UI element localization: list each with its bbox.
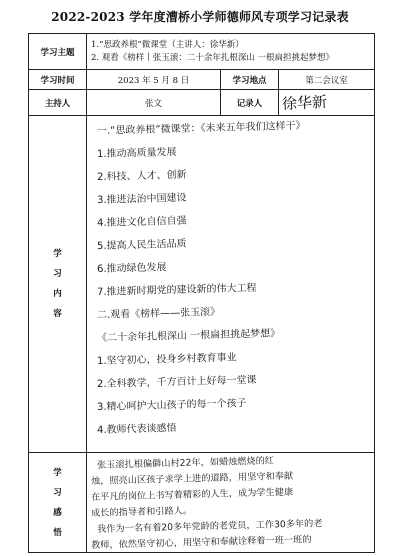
content-row: [29, 116, 375, 453]
content-line: 1.推动高质量发展: [96, 146, 177, 160]
reflection-line: 我作为一名有着20多年党龄的老党员，工作30多年的老: [96, 518, 323, 535]
topic-row: [29, 34, 375, 70]
recorder-label: 记录人: [221, 90, 279, 116]
place-value: 第二会议室: [279, 70, 375, 90]
content-line: 4.教师代表谈感悟: [96, 422, 177, 436]
host-label: 主持人: [29, 90, 87, 116]
place-label: 学习地点: [221, 70, 279, 90]
content-line: 二.观看《榜样——张玉滚》: [96, 306, 221, 321]
reflection-line: 教师，依然坚守初心，用坚守和奉献诠释着一班一班的: [90, 534, 312, 551]
reflection-line: 烛，照亮山区孩子求学上进的道路，用坚守和奉献: [90, 470, 294, 487]
topic-item: 1.“思政养根”微课堂（主讲人：徐华新）: [91, 39, 244, 50]
time-label: 学习时间: [29, 70, 87, 90]
content-line: 7.推进新时期党的建设新的伟大工程: [96, 282, 257, 298]
topic-cell: [87, 34, 375, 70]
topic-item: 2. 观看《榜样丨张玉滚：二十余年扎根深山 一根扁担挑起梦想》: [91, 52, 335, 63]
reflection-line: 张玉滚扎根偏僻山村22年，如蜡烛燃烧的红: [96, 455, 275, 471]
content-line: 3.推进法治中国建设: [96, 192, 187, 206]
reflection-row: [29, 453, 375, 553]
document-title: 2022-2023 学年度漕桥小学师德师风专项学习记录表: [51, 10, 349, 24]
reflection-line: 在平凡的岗位上书写着精彩的人生，成为学生健康: [90, 486, 294, 503]
reflection-line: 成长的指导者和引路人。: [90, 505, 193, 519]
content-label: 学 习 内 容: [29, 116, 87, 453]
content-line: 6.推动绿色发展: [96, 262, 167, 275]
topic-label: 学习主题: [29, 34, 87, 70]
content-line: 5.提高人民生活品质: [96, 238, 187, 252]
recorder-cell: [279, 90, 375, 116]
content-line: 2.科技、人才、创新: [96, 169, 187, 183]
content-line: 4.推进文化自信自强: [96, 215, 187, 229]
time-row: [29, 70, 375, 90]
content-line: 3.精心呵护大山孩子的每一个孩子: [96, 398, 247, 413]
host-value: 张文: [87, 90, 221, 116]
time-value: 2023 年 5 月 8 日: [87, 70, 221, 90]
recorder-signature: 徐华新: [281, 92, 328, 114]
reflection-notes: [87, 453, 375, 553]
content-line: 《二十余年扎根深山 一根扁担挑起梦想》: [96, 328, 281, 344]
content-notes: [87, 116, 375, 453]
record-form: [28, 33, 374, 553]
host-row: [29, 90, 375, 116]
content-line: 一.“思政养根”微课堂：《未来五年我们这样干》: [96, 120, 306, 137]
reflection-label: 学 习 感 悟: [29, 453, 87, 553]
content-line: 1.坚守初心，投身乡村教育事业: [96, 352, 237, 367]
content-line: 2.全科教学，千方百计上好每一堂课: [96, 374, 257, 390]
